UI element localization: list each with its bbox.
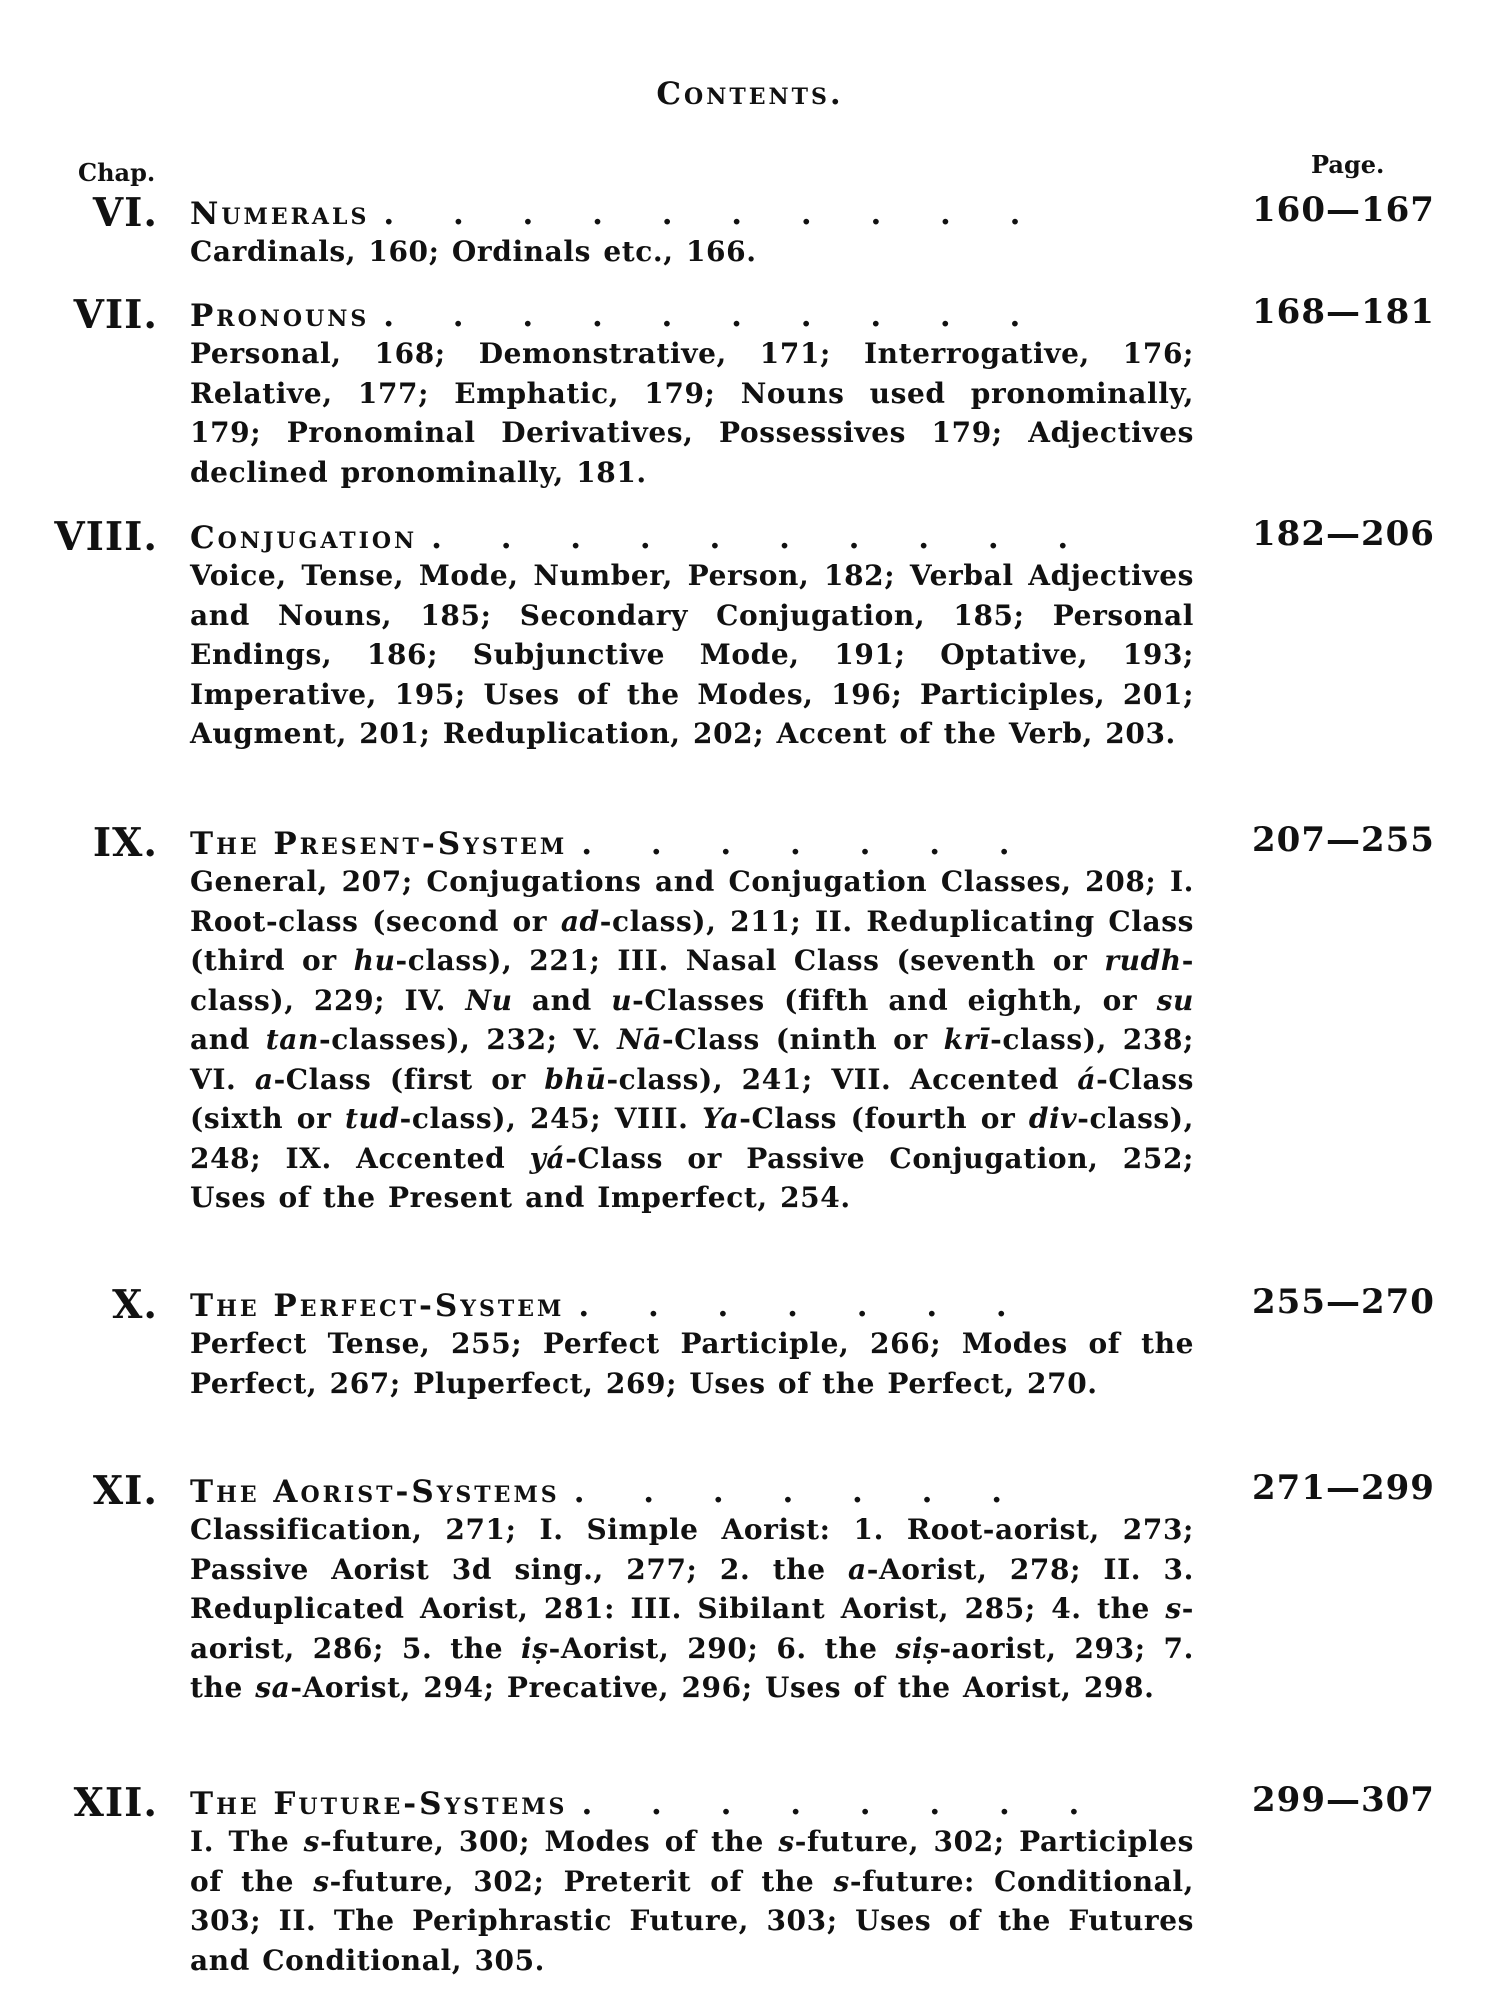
chapter-numeral: VII.: [73, 292, 158, 338]
chapter-summary: Voice, Tense, Mode, Number, Person, 182; Verbal Adjectives and Nouns, 185; Secondary Conjugation, 185; Personal Endings, 186; Subjunctive Mode, 191; Optative, 193; Imperative, 195; Uses of the Modes, 196; Participles, 201; Augment, 201; Reduplication, 202; Accent of the Verb, 203.: [190, 559, 1194, 750]
page-range: 255—270: [1252, 1282, 1435, 1322]
chapter-summary: General, 207; Conjugations and Conjugation Classes, 208; I. Root-class (second or ad-class), 211; II. Reduplicating Class (third or hu-class), 221; III. Nasal Class (seventh or rudh-class), 229; IV. Nu and u-Classes (fifth and eighth, or su and tan-classes), 232; V. Nā-Class (ninth or krī-class), 238; VI. a-Class (first or bhū-class), 241; VII. Accented á-Class (sixth or tud-class), 245; VIII. Ya-Class (fourth or div-class), 248; IX. Accented yá-Class or Passive Conjugation, 252; Uses of the Present and Imperfect, 254.: [190, 865, 1194, 1214]
sanskrit-term: su: [1156, 983, 1194, 1017]
chapter-title-text: Numerals: [190, 196, 370, 232]
sanskrit-term: s: [1165, 1592, 1182, 1625]
chapter-numeral: X.: [112, 1282, 158, 1328]
chapter-numeral: XII.: [73, 1780, 158, 1826]
page-title: Contents.: [656, 76, 844, 112]
leader-dots: . . . . . . .: [578, 1288, 1031, 1324]
sanskrit-term: krī: [943, 1023, 991, 1056]
page-range: 168—181: [1252, 292, 1435, 332]
chapter-title-text: The Future-Systems: [190, 1786, 568, 1822]
leader-dots: . . . . . . . . . .: [383, 298, 1045, 334]
chapter-title: [190, 1786, 1190, 1822]
page-range: 182—206: [1252, 514, 1435, 554]
chapter-summary: I. The s-future, 300; Modes of the s-future, 302; Participles of the s-future, 302; Preterit of the s-future: Conditional, 303; II. The Periphrastic Future, 303; Uses of the Futures and Conditional, 305.: [190, 1825, 1195, 1977]
sanskrit-term: ad: [560, 904, 600, 938]
page-range: 271—299: [1252, 1468, 1435, 1508]
sanskrit-term: s: [833, 1864, 850, 1898]
chapter-title: [190, 826, 1190, 862]
sanskrit-term: siṣ: [895, 1631, 940, 1665]
chapter-title-text: Conjugation: [190, 520, 418, 556]
sanskrit-term: s: [778, 1825, 795, 1858]
chapter-numeral: VIII.: [54, 514, 158, 560]
sanskrit-term: rudh: [1104, 944, 1182, 977]
page-range: 160—167: [1252, 190, 1435, 230]
sanskrit-term: sa: [255, 1671, 291, 1704]
chapter-summary: Perfect Tense, 255; Perfect Participle, 266; Modes of the Perfect, 267; Pluperfect, 269; Uses of the Perfect, 270.: [190, 1327, 1194, 1400]
sanskrit-term: u: [611, 983, 633, 1017]
chap-column-header: Chap.: [78, 158, 156, 187]
sanskrit-term: Nu: [465, 983, 513, 1017]
chapter-summary: Cardinals, 160; Ordinals etc., 166.: [190, 235, 757, 268]
chapter-title: [190, 520, 1190, 556]
sanskrit-term: s: [313, 1864, 330, 1898]
sanskrit-term: div: [1028, 1102, 1078, 1135]
sanskrit-term: iṣ: [521, 1631, 549, 1665]
leader-dots: . . . . . . . . . .: [383, 196, 1045, 232]
sanskrit-term: tan: [265, 1023, 319, 1056]
sanskrit-term: a: [254, 1062, 274, 1096]
page-range: 299—307: [1252, 1780, 1435, 1820]
chapter-title: [190, 1288, 1190, 1324]
chapter-numeral: XI.: [92, 1468, 158, 1514]
page-column-header: Page.: [1311, 150, 1385, 179]
sanskrit-term: yá: [529, 1141, 566, 1175]
chapter-title: [190, 298, 1190, 334]
leader-dots: . . . . . . . . . .: [431, 520, 1093, 556]
leader-dots: . . . . . . . .: [581, 1786, 1104, 1822]
chapter-title: [190, 196, 1190, 232]
sanskrit-term: Nā: [617, 1023, 663, 1056]
chapter-numeral: IX.: [92, 820, 158, 866]
chapter-title-text: The Aorist-Systems: [190, 1474, 560, 1510]
chapter-title-text: The Perfect-System: [190, 1288, 565, 1324]
sanskrit-term: hu: [353, 944, 396, 977]
leader-dots: . . . . . . .: [581, 826, 1034, 862]
chapter-summary: Classification, 271; I. Simple Aorist: 1. Root-aorist, 273; Passive Aorist 3d sing., 277; 2. the a-Aorist, 278; II. 3. Reduplicated Aorist, 281: III. Sibilant Aorist, 285; 4. the s-aorist, 286; 5. the iṣ-Aorist, 290; 6. the siṣ-aorist, 293; 7. the sa-Aorist, 294; Precative, 296; Uses of the Aorist, 298.: [190, 1513, 1194, 1704]
sanskrit-term: tud: [344, 1102, 400, 1135]
page-range: 207—255: [1252, 820, 1435, 860]
chapter-title: [190, 1474, 1190, 1510]
chapter-numeral: VI.: [92, 190, 158, 236]
chapter-summary: Personal, 168; Demonstrative, 171; Interrogative, 176; Relative, 177; Emphatic, 179; Nouns used pronominally, 179; Pronominal Derivatives, Possessives 179; Adjectives declined pronominally, 181.: [190, 337, 1194, 489]
chapter-title-text: The Present-System: [190, 826, 568, 862]
sanskrit-term: a: [848, 1552, 867, 1586]
sanskrit-term: bhū: [544, 1062, 607, 1096]
leader-dots: . . . . . . .: [573, 1474, 1027, 1510]
chapter-title-text: Pronouns: [190, 298, 370, 334]
sanskrit-term: s: [303, 1825, 321, 1858]
sanskrit-term: Ya: [702, 1102, 740, 1135]
sanskrit-term: á: [1077, 1062, 1097, 1096]
